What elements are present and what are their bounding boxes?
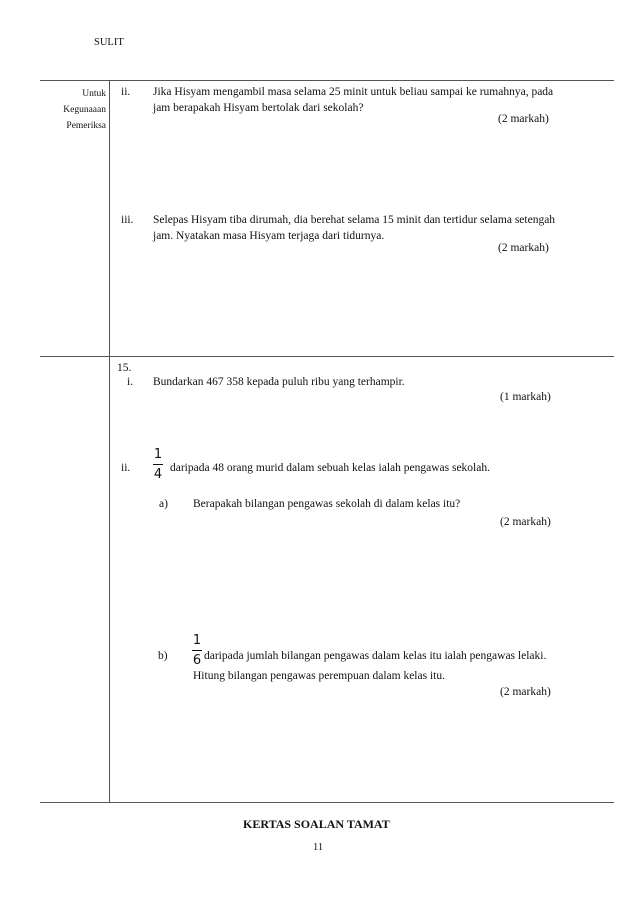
q15-number: 15. [117,362,132,374]
q15-ii-text: daripada 48 orang murid dalam sebuah kelas ialah pengawas sekolah. [170,462,490,474]
q14-ii-line1: Jika Hisyam mengambil masa selama 25 minit untuk beliau sampai ke rumahnya, pada [153,86,554,98]
sidebar-line-3: Pemeriksa [66,121,106,131]
q14-iii-number: iii. [121,214,134,226]
q15-ii-a-marks: (2 markah) [500,516,551,528]
q15-i-text: Bundarkan 467 358 kepada puluh ribu yang terhampir. [153,376,405,388]
top-rule [40,80,614,81]
q15-ii-b-line2: Hitung bilangan pengawas perempuan dalam kelas itu. [193,670,445,682]
sidebar-examiner-note [56,86,106,134]
sidebar-line-1: Untuk [82,89,106,99]
q15-ii-a-text: Berapakah bilangan pengawas sekolah di dalam kelas itu? [193,498,461,510]
q15-ii-fraction [151,447,165,482]
q14-iii-line2: jam. Nyatakan masa Hisyam terjaga dari tidurnya. [153,230,385,242]
q15-ii-frac-numerator: 1 [153,447,163,462]
q14-ii-number: ii. [121,86,131,98]
page-number: 11 [313,842,324,853]
q15-ii-frac-denominator: 4 [153,467,163,482]
q14-iii-marks: (2 markah) [498,242,549,254]
q15-i-number: i. [127,376,134,388]
bottom-rule [40,802,614,803]
q15-ii-b-frac-numerator: 1 [192,633,202,648]
sidebar-divider [109,80,110,802]
q15-ii-number: ii. [121,462,131,474]
q15-ii-b-line1: daripada jumlah bilangan pengawas dalam kelas itu ialah pengawas lelaki. [204,650,547,662]
q14-ii-line2: jam berapakah Hisyam bertolak dari sekolah? [153,102,364,114]
q14-iii-line1: Selepas Hisyam tiba dirumah, dia berehat selama 15 minit dan tertidur selama setengah [153,214,556,226]
section-divider [40,356,614,357]
sidebar-line-2: Kegunaaan [63,105,106,115]
fraction-bar [192,650,202,651]
q15-i-marks: (1 markah) [500,391,551,403]
q15-ii-a-label: a) [159,498,168,510]
footer-title: KERTAS SOALAN TAMAT [243,817,390,831]
q15-ii-b-fraction [190,633,204,668]
q15-ii-b-frac-denominator: 6 [192,653,202,668]
q15-ii-b-label: b) [158,650,168,662]
fraction-bar [153,464,163,465]
q15-ii-b-marks: (2 markah) [500,686,551,698]
q14-ii-marks: (2 markah) [498,113,549,125]
header-label: SULIT [94,37,124,48]
